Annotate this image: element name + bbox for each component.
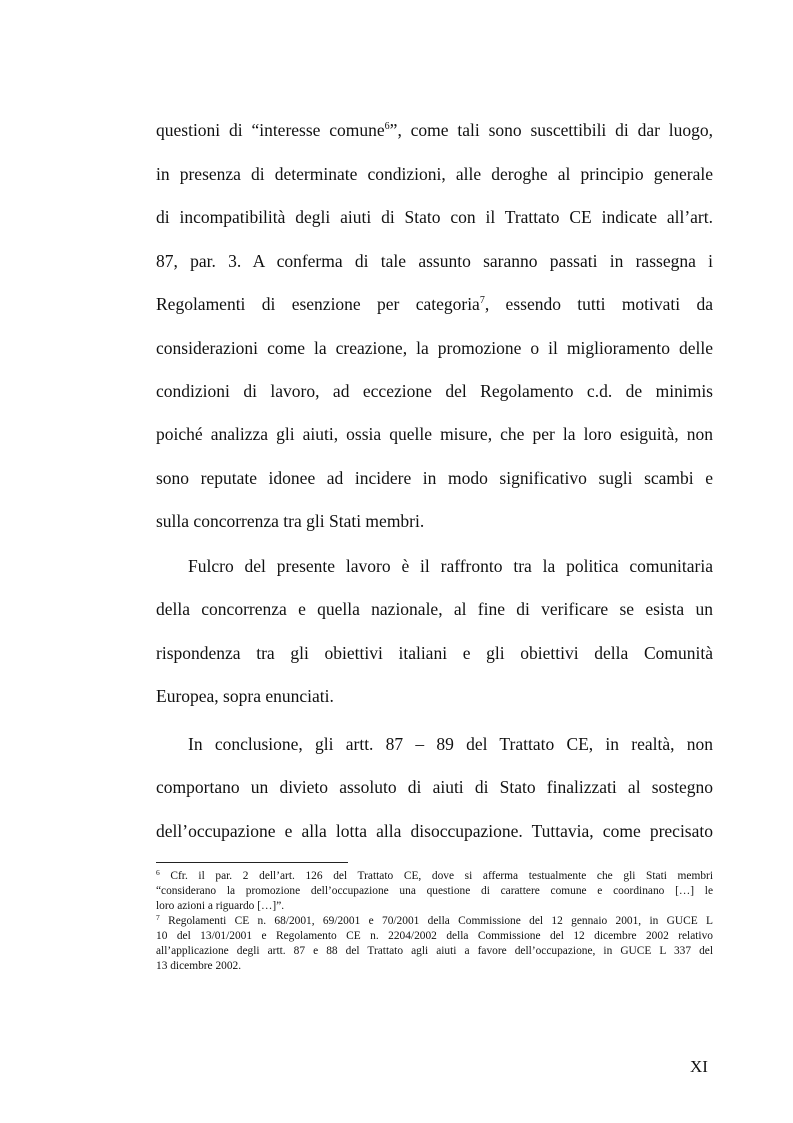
text-line: sono reputate idonee ad incidere in modo significativo sugli scambi e — [156, 468, 713, 488]
text-span: , essendo tutti motivati da — [484, 294, 714, 314]
footnote-line: 13 dicembre 2002. — [156, 960, 242, 972]
footnote-ref: 6 — [384, 121, 390, 132]
footnote-line: all’applicazione degli artt. 87 e 88 del Trattato agli aiuti a favore dell’occupazione, in GUCE L 337 del — [156, 945, 713, 957]
text-line — [156, 119, 713, 141]
text-span: ”, come tali sono suscettibili di dar luogo, — [389, 120, 713, 140]
text-line: considerazioni come la creazione, la promozione o il miglioramento delle — [156, 338, 713, 358]
footnote-line — [156, 914, 713, 928]
text-line: 87, par. 3. A conferma di tale assunto saranno passati in rassegna i — [156, 251, 713, 271]
text-line: della concorrenza e quella nazionale, al fine di verificare se esista un — [156, 599, 713, 619]
text-line: sulla concorrenza tra gli Stati membri. — [156, 511, 425, 531]
footnote-number: 7 — [156, 913, 160, 922]
text-line: comportano un divieto assoluto di aiuti di Stato finalizzati al sostegno — [156, 777, 713, 797]
text-line: In conclusione, gli artt. 87 – 89 del Trattato CE, in realtà, non — [188, 734, 713, 754]
footnote-number: 6 — [156, 868, 160, 877]
footnote-separator — [156, 862, 348, 863]
text-line: di incompatibilità degli aiuti di Stato con il Trattato CE indicate all’art. — [156, 207, 713, 227]
text-line: dell’occupazione e alla lotta alla disoccupazione. Tuttavia, come precisato — [156, 821, 713, 841]
footnote-line: “considerano la promozione dell’occupazione una questione di carattere comune e coordinano […] le — [156, 885, 713, 897]
text-span: Regolamenti CE n. 68/2001, 69/2001 e 70/2001 della Commissione del 12 gennaio 2001, in GUCE L — [168, 915, 713, 927]
text-span: questioni di “interesse comune — [156, 120, 385, 140]
text-span: Regolamenti di esenzione per categoria — [156, 294, 480, 314]
text-line: Fulcro del presente lavoro è il raffronto tra la politica comunitaria — [188, 556, 713, 576]
footnote-ref: 7 — [479, 295, 485, 306]
text-line: poiché analizza gli aiuti, ossia quelle misure, che per la loro esiguità, non — [156, 424, 713, 444]
text-line: rispondenza tra gli obiettivi italiani e gli obiettivi della Comunità — [156, 643, 713, 663]
footnote-line — [156, 869, 713, 883]
text-line: condizioni di lavoro, ad eccezione del Regolamento c.d. de minimis — [156, 381, 713, 401]
text-line: in presenza di determinate condizioni, alle deroghe al principio generale — [156, 164, 713, 184]
text-span: Cfr. il par. 2 dell’art. 126 del Trattato CE, dove si afferma testualmente che gli Stati membri — [170, 870, 713, 882]
text-line — [156, 293, 713, 315]
page-number: XI — [690, 1057, 708, 1076]
text-line: Europea, sopra enunciati. — [156, 686, 334, 706]
footnote-line: 10 del 13/01/2001 e Regolamento CE n. 2204/2002 della Commissione del 12 dicembre 2002 relativo — [156, 930, 713, 942]
footnote-line: loro azioni a riguardo […]”. — [156, 900, 285, 912]
